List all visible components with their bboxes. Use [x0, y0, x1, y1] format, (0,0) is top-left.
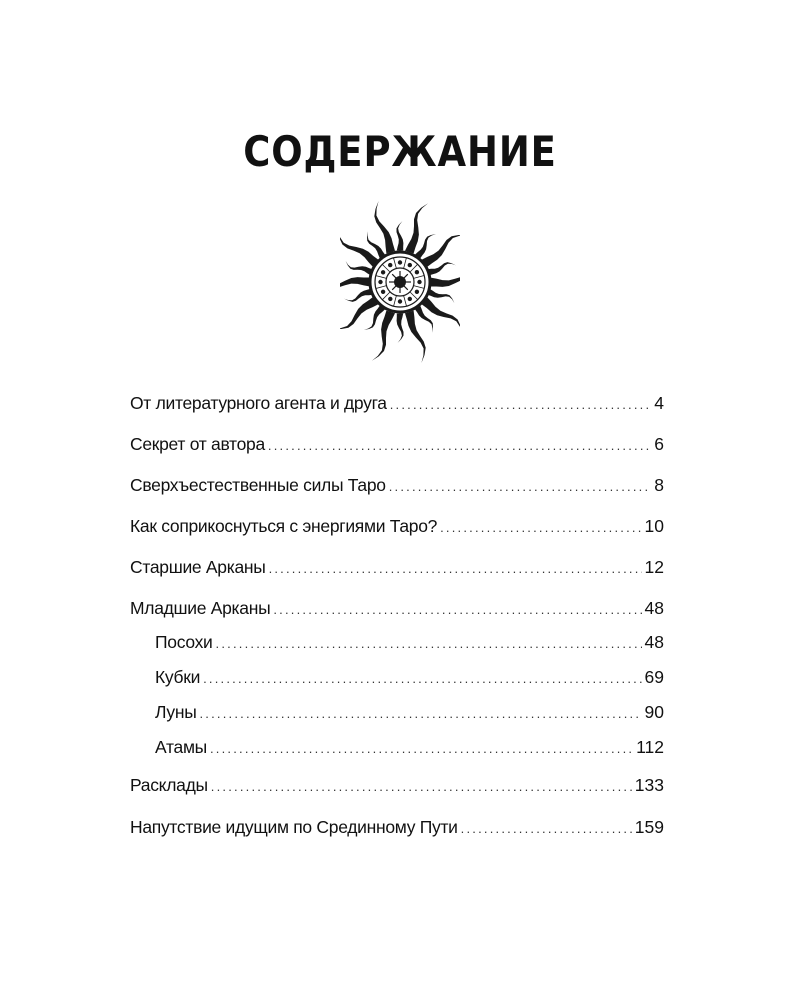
toc-entry-label: Секрет от автора [130, 434, 265, 454]
toc-entry-label: Старшие Арканы [130, 557, 266, 577]
toc-entry-page: 12 [644, 557, 664, 577]
toc-leader-dots [461, 814, 632, 844]
toc-entry-label: Младшие Арканы [130, 598, 271, 618]
toc-leader-dots [211, 772, 632, 802]
toc-entry[interactable] [130, 511, 664, 541]
toc-entry[interactable] [155, 662, 664, 692]
toc-entry[interactable] [130, 552, 664, 582]
toc-entry-label: Кубки [155, 667, 201, 687]
toc-entry-label: Сверхъестественные силы Таро [130, 475, 386, 495]
toc-leader-dots [203, 664, 641, 694]
toc-entry[interactable] [130, 388, 664, 418]
toc-entry-label: Напутствие идущим по Срединному Пути [130, 817, 458, 837]
toc-leader-dots [268, 431, 651, 461]
toc-leader-dots [199, 699, 641, 729]
toc-leader-dots [389, 472, 652, 502]
toc-entry-page: 133 [634, 775, 664, 795]
toc-entry-page: 159 [634, 817, 664, 837]
toc-entry-page: 4 [654, 393, 664, 413]
toc-entry[interactable] [155, 732, 664, 762]
sun-zodiac-wheel-icon [340, 200, 460, 365]
toc-entry-page: 69 [644, 667, 664, 687]
toc-entry[interactable] [130, 812, 664, 842]
toc-leader-dots [273, 595, 641, 625]
toc-entry-label: Посохи [155, 632, 213, 652]
toc-leader-dots [210, 734, 633, 764]
toc-leader-dots [390, 390, 652, 420]
toc-entry-page: 48 [644, 632, 664, 652]
toc-entry-label: Расклады [130, 775, 208, 795]
toc-entry-label: Луны [155, 702, 197, 722]
page-title: СОДЕРЖАНИЕ [243, 127, 557, 176]
toc-entry[interactable] [130, 429, 664, 459]
toc-entry-page: 48 [644, 598, 664, 618]
toc-entry[interactable] [130, 470, 664, 500]
toc-entry[interactable] [130, 593, 664, 623]
toc-entry[interactable] [155, 627, 664, 657]
toc-entry[interactable] [130, 770, 664, 800]
toc-entry-page: 90 [644, 702, 664, 722]
toc-entry-page: 112 [636, 737, 664, 757]
toc-entry-page: 8 [654, 475, 664, 495]
toc-entry[interactable] [155, 697, 664, 727]
toc-entry-label: Атамы [155, 737, 207, 757]
toc-entry-page: 6 [654, 434, 664, 454]
toc-entry-label: Как соприкоснуться с энергиями Таро? [130, 516, 438, 536]
toc-entry-label: От литературного агента и друга [130, 393, 387, 413]
toc-leader-dots [216, 629, 642, 659]
toc-leader-dots [440, 513, 641, 543]
toc-leader-dots [269, 554, 642, 584]
toc-entry-page: 10 [644, 516, 664, 536]
